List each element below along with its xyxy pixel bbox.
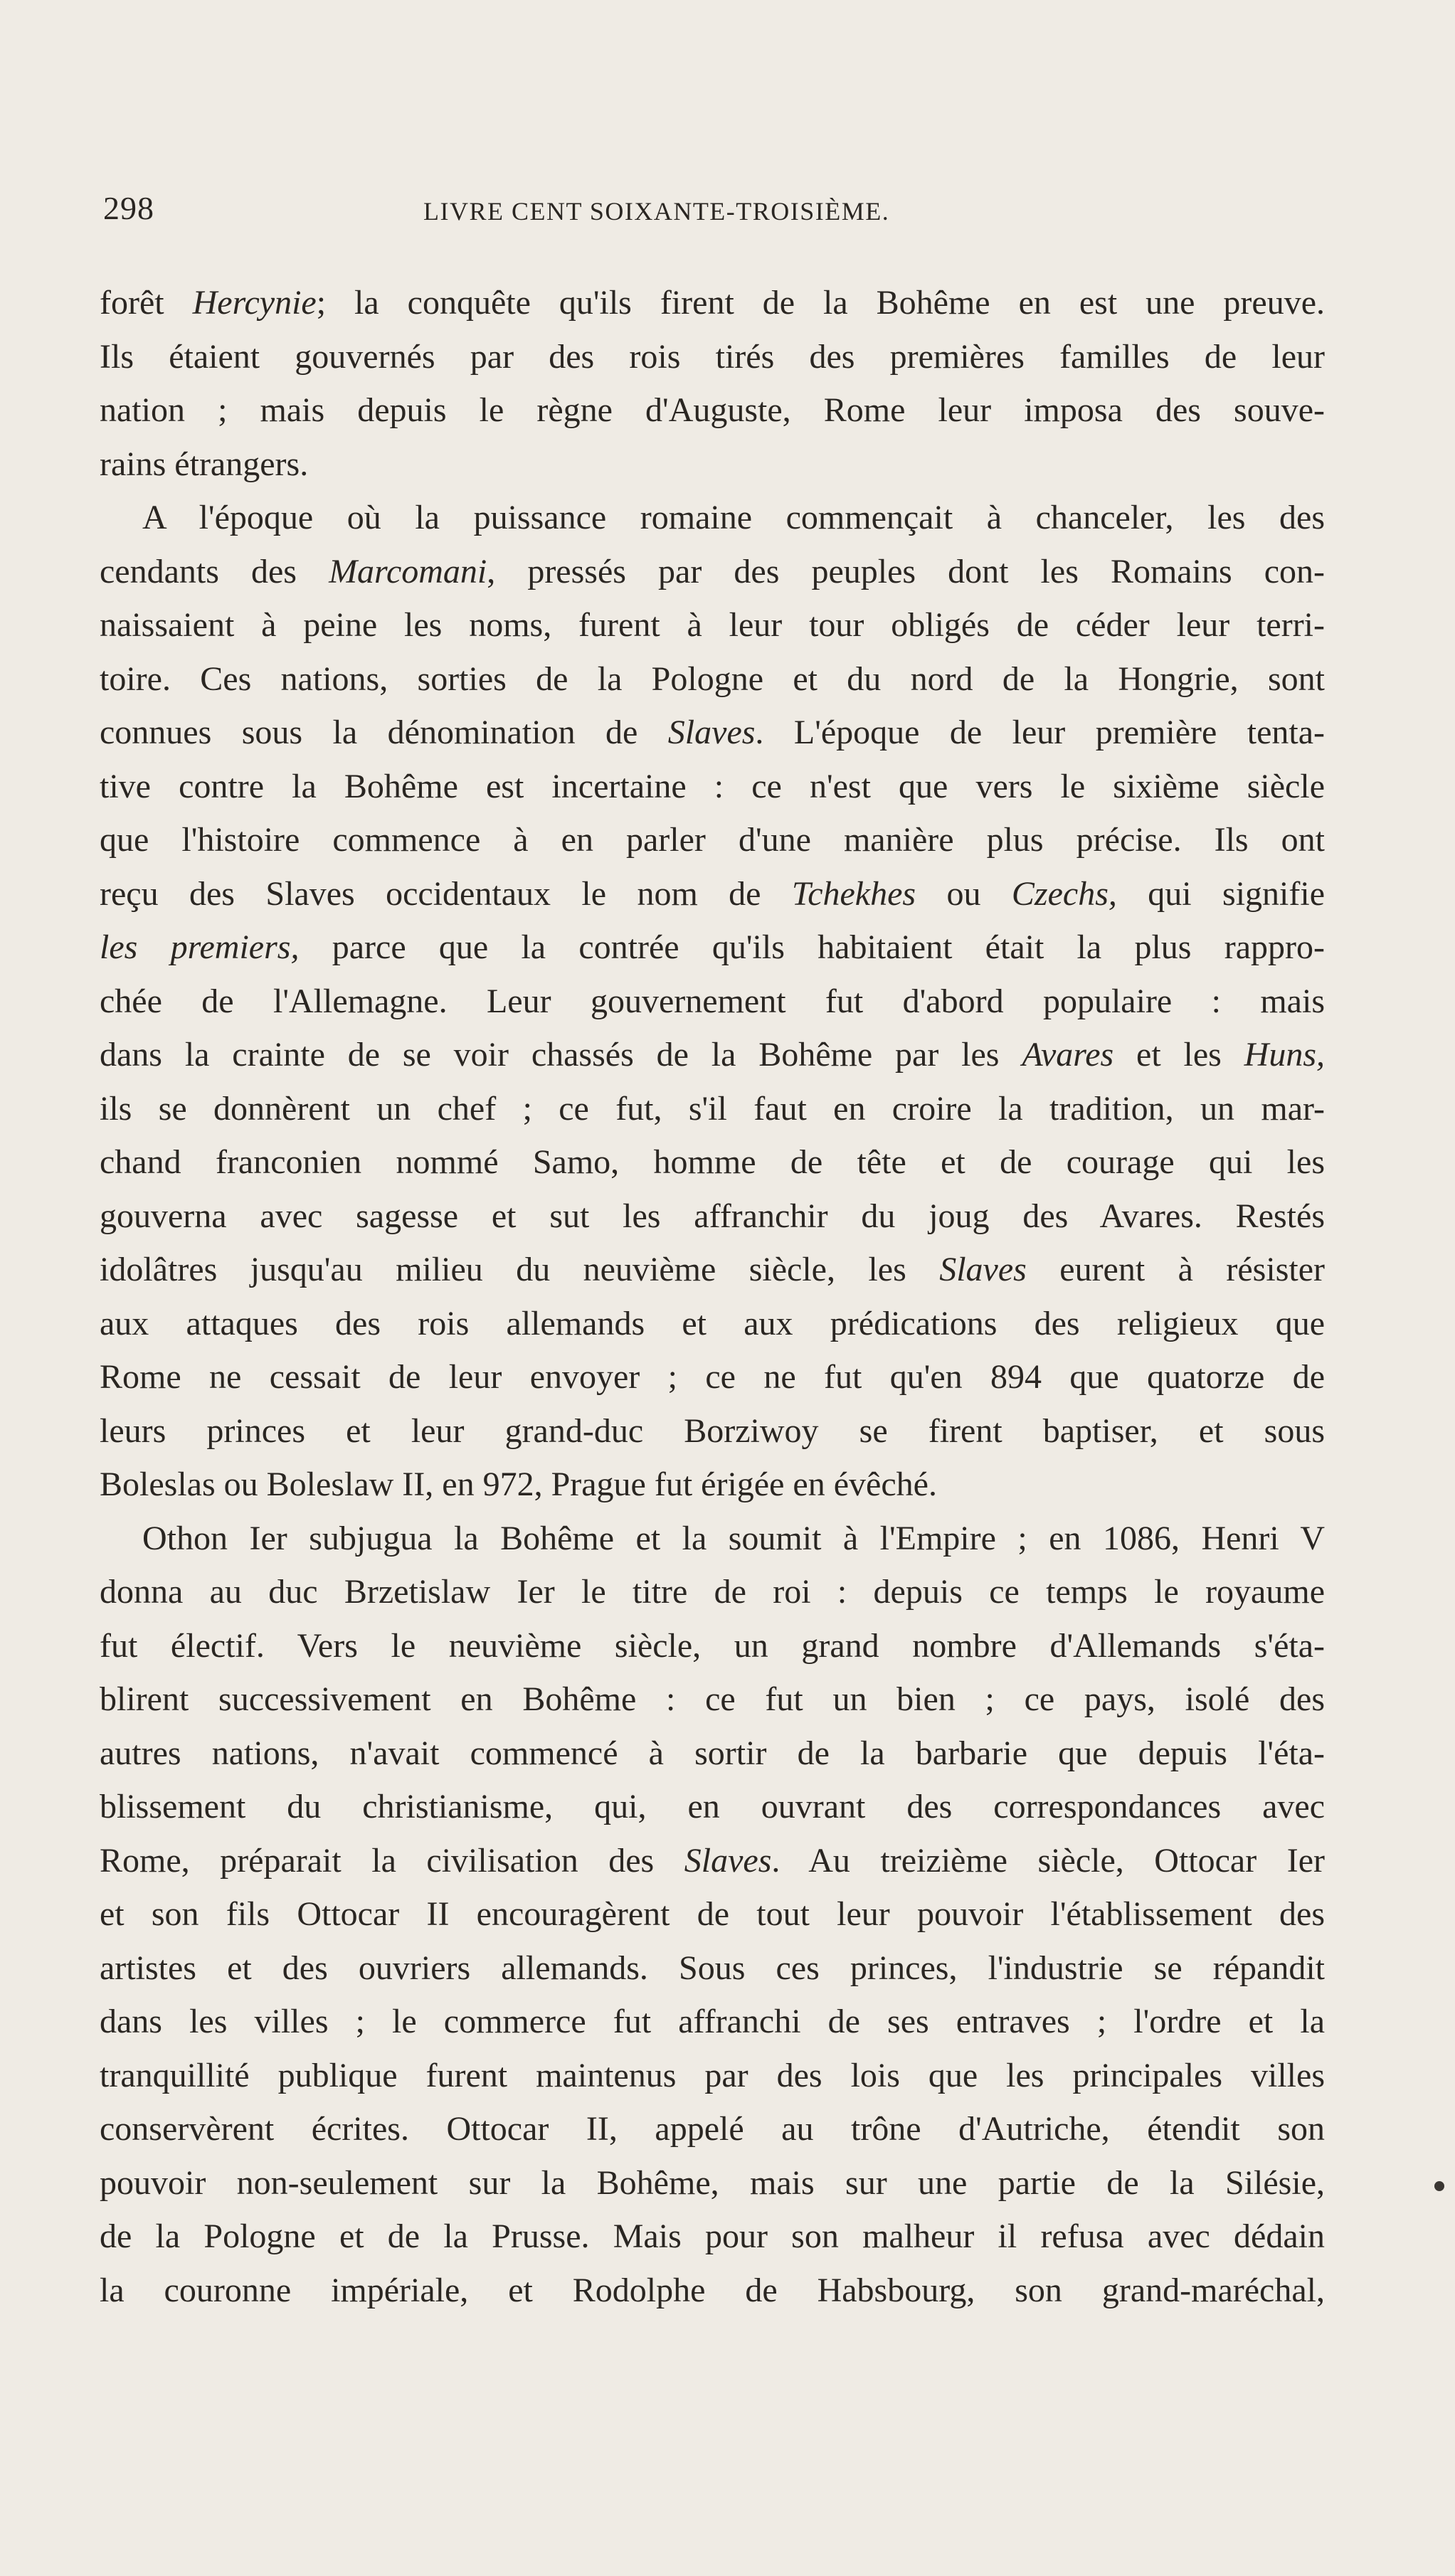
text-segment: reçu des Slaves occidentaux le nom de bbox=[100, 874, 792, 913]
italic-term: les premiers, bbox=[100, 928, 300, 966]
italic-term: Czechs, bbox=[1011, 874, 1117, 913]
text-segment: la couronne impériale, et Rodolphe de Habsbourg, son grand-maréchal, bbox=[100, 2271, 1325, 2309]
italic-term: Hercynie bbox=[192, 284, 317, 322]
text-segment: , pressés par des peuples dont les Romains con- bbox=[487, 552, 1325, 590]
text-segment: Rome, préparait la civilisation des bbox=[100, 1841, 684, 1880]
text-segment: Ils étaient gouvernés par des rois tirés des premières familles de leur bbox=[100, 337, 1325, 376]
text-segment: tranquillité publique furent maintenus par des lois que les principales villes bbox=[100, 2056, 1325, 2094]
text-line bbox=[100, 1565, 1325, 1619]
text-line bbox=[100, 1673, 1325, 1727]
text-line bbox=[100, 1834, 1325, 1888]
text-line bbox=[100, 1941, 1325, 1995]
text-line bbox=[100, 1458, 1325, 1512]
text-segment: blissement du christianisme, qui, en ouvrant des correspondances avec bbox=[100, 1788, 1325, 1825]
text-segment: ou bbox=[916, 874, 1012, 913]
marginal-ink-dot bbox=[1434, 2181, 1444, 2191]
text-segment: Rome ne cessait de leur envoyer ; ce ne fut qu'en 894 que quatorze de bbox=[100, 1358, 1325, 1396]
text-line bbox=[100, 2264, 1325, 2318]
text-segment: . L'époque de leur première tenta- bbox=[755, 714, 1325, 751]
text-line bbox=[100, 706, 1325, 760]
italic-term: Huns, bbox=[1244, 1036, 1325, 1074]
text-segment: ; la conquête qu'ils firent de la Bohême en est une preuve. bbox=[316, 284, 1325, 322]
italic-term: Marcomani bbox=[329, 552, 487, 590]
text-line bbox=[100, 652, 1325, 706]
text-line bbox=[100, 813, 1325, 867]
text-segment: forêt bbox=[100, 284, 193, 322]
text-segment: tive contre la Bohême est incertaine : ce n'est que vers le sixième siècle bbox=[100, 767, 1325, 805]
text-segment: donna au duc Brzetislaw Ier le titre de roi : depuis ce temps le royaume bbox=[100, 1573, 1325, 1611]
text-line bbox=[100, 867, 1325, 921]
text-segment: ils se donnèrent un chef ; ce fut, s'il faut en croire la tradition, un mar- bbox=[100, 1089, 1325, 1128]
text-segment: artistes et des ouvriers allemands. Sous ces princes, l'industrie se répandit bbox=[100, 1949, 1325, 1987]
text-segment: chand franconien nommé Samo, homme de tête et de courage qui les bbox=[100, 1143, 1325, 1181]
text-segment: que l'histoire commence à en parler d'une manière plus précise. Ils ont bbox=[100, 821, 1325, 859]
text-segment: pouvoir non-seulement sur la Bohême, mais sur une partie de la Silésie, bbox=[100, 2163, 1325, 2202]
text-segment: qui signifie bbox=[1116, 874, 1325, 913]
text-segment: gouverna avec sagesse et sut les affranchir du joug des Avares. Restés bbox=[100, 1197, 1325, 1235]
text-segment: leurs princes et leur grand-duc Borziwoy se firent baptiser, et sous bbox=[100, 1411, 1325, 1450]
text-line bbox=[100, 1028, 1325, 1082]
text-line bbox=[100, 1404, 1325, 1458]
text-segment: eurent à résister bbox=[1026, 1251, 1325, 1288]
text-line bbox=[100, 2156, 1325, 2210]
text-line bbox=[100, 2049, 1325, 2103]
text-line bbox=[100, 438, 1325, 492]
text-line bbox=[100, 1189, 1325, 1244]
text-segment: connues sous la dénomination de bbox=[100, 714, 668, 751]
text-segment: de la Pologne et de la Prusse. Mais pour son malheur il refusa avec dédain bbox=[100, 2217, 1325, 2255]
text-segment: idolâtres jusqu'au milieu du neuvième siècle, les bbox=[100, 1251, 940, 1288]
text-line bbox=[100, 491, 1325, 545]
text-line bbox=[100, 598, 1325, 652]
text-line bbox=[100, 1995, 1325, 2049]
text-line bbox=[100, 1727, 1325, 1781]
text-line bbox=[100, 383, 1325, 438]
text-segment: Othon Ier subjugua la Bohême et la soumit à l'Empire ; en 1086, Henri V bbox=[142, 1519, 1325, 1557]
text-segment: aux attaques des rois allemands et aux prédications des religieux que bbox=[100, 1304, 1325, 1342]
text-segment: chée de l'Allemagne. Leur gouvernement fut d'abord populaire : mais bbox=[100, 982, 1325, 1020]
text-segment: rains étrangers. bbox=[100, 445, 309, 483]
text-line bbox=[100, 1619, 1325, 1673]
text-segment: cendants des bbox=[100, 552, 329, 590]
text-segment: . Au treizième siècle, Ottocar Ier bbox=[771, 1841, 1325, 1880]
text-segment: autres nations, n'avait commencé à sortir de la barbarie que depuis l'éta- bbox=[100, 1734, 1325, 1772]
italic-term: Tchekhes bbox=[791, 874, 916, 913]
text-line bbox=[100, 1350, 1325, 1404]
text-line bbox=[100, 921, 1325, 975]
italic-term: Slaves bbox=[684, 1841, 772, 1880]
text-line bbox=[100, 2210, 1325, 2264]
text-segment: et son fils Ottocar II encouragèrent de tout leur pouvoir l'établissement des bbox=[100, 1895, 1325, 1933]
italic-term: Slaves bbox=[667, 714, 756, 751]
body-text bbox=[100, 276, 1325, 2317]
text-line bbox=[100, 1297, 1325, 1351]
text-line bbox=[100, 2102, 1325, 2156]
text-line bbox=[100, 1512, 1325, 1566]
text-line bbox=[100, 760, 1325, 814]
text-segment: dans la crainte de se voir chassés de la Bohême par les bbox=[100, 1036, 1022, 1074]
text-segment: toire. Ces nations, sorties de la Pologne et du nord de la Hongrie, sont bbox=[100, 659, 1325, 698]
page-number: 298 bbox=[103, 190, 154, 226]
text-line bbox=[100, 975, 1325, 1029]
text-segment: nation ; mais depuis le règne d'Auguste, Rome leur imposa des souve- bbox=[100, 391, 1325, 429]
text-line bbox=[100, 330, 1325, 384]
text-line bbox=[100, 1135, 1325, 1189]
text-segment: Boleslas ou Boleslaw II, en 972, Prague fut érigée en évêché. bbox=[100, 1465, 937, 1503]
text-segment: dans les villes ; le commerce fut affranchi de ses entraves ; l'ordre et la bbox=[100, 2003, 1325, 2040]
text-segment: blirent successivement en Bohême : ce fut un bien ; ce pays, isolé des bbox=[100, 1680, 1325, 1718]
running-title: LIVRE CENT SOIXANTE-TROISIÈME. bbox=[423, 197, 890, 226]
text-segment: et les bbox=[1113, 1036, 1244, 1074]
text-line bbox=[100, 1887, 1325, 1941]
italic-term: Slaves bbox=[939, 1251, 1027, 1288]
text-line bbox=[100, 545, 1325, 599]
text-segment: parce que la contrée qu'ils habitaient était la plus rappro- bbox=[299, 928, 1325, 966]
text-line bbox=[100, 1243, 1325, 1297]
text-segment: conservèrent écrites. Ottocar II, appelé au trône d'Autriche, étendit son bbox=[100, 2110, 1325, 2148]
text-segment: fut électif. Vers le neuvième siècle, un grand nombre d'Allemands s'éta- bbox=[100, 1626, 1325, 1665]
text-line bbox=[100, 1082, 1325, 1136]
text-segment: naissaient à peine les noms, furent à leur tour obligés de céder leur terri- bbox=[100, 606, 1325, 644]
italic-term: Avares bbox=[1022, 1036, 1114, 1074]
text-line bbox=[100, 276, 1325, 330]
text-line bbox=[100, 1780, 1325, 1834]
text-segment: A l'époque où la puissance romaine commençait à chanceler, les des bbox=[142, 499, 1325, 536]
